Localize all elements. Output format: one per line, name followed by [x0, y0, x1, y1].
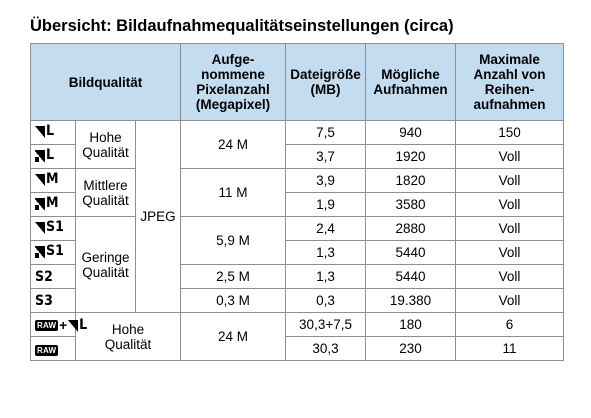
size-cell: 2,4: [286, 217, 366, 241]
quality-table: [30, 43, 564, 361]
header-shots: Mögliche Aufnahmen: [366, 44, 456, 121]
shots-cell: 5440: [366, 265, 456, 289]
burst-cell: 150: [456, 121, 564, 145]
fine-L-icon: L: [31, 121, 76, 145]
normal-M-icon: M: [31, 193, 76, 217]
burst-cell: Voll: [456, 169, 564, 193]
shots-cell: 3580: [366, 193, 456, 217]
shots-cell: 1920: [366, 145, 456, 169]
shots-cell: 5440: [366, 241, 456, 265]
group-raw-high: Hohe Qualität: [76, 313, 181, 361]
header-pixels: Aufge- nommene Pixelanzahl (Megapixel): [181, 44, 286, 121]
burst-cell: Voll: [456, 241, 564, 265]
pixels-5-9: 5,9 M: [181, 217, 286, 265]
size-cell: 1,3: [286, 265, 366, 289]
burst-cell: Voll: [456, 289, 564, 313]
burst-cell: Voll: [456, 145, 564, 169]
table-row: [31, 217, 564, 241]
pixels-raw-24: 24 M: [181, 313, 286, 361]
size-cell: 7,5: [286, 121, 366, 145]
normal-S1-icon: S1: [31, 241, 76, 265]
header-quality: Bildqualität: [31, 44, 181, 121]
shots-cell: 1820: [366, 169, 456, 193]
header-row: [31, 44, 564, 121]
pixels-11: 11 M: [181, 169, 286, 217]
normal-L-icon: L: [31, 145, 76, 169]
burst-cell: 6: [456, 313, 564, 337]
S2-icon: S2: [31, 265, 76, 289]
page-title: Übersicht: Bildaufnahmequalitätseinstellungen (circa): [30, 17, 454, 35]
size-cell: 3,7: [286, 145, 366, 169]
S3-icon: S3: [31, 289, 76, 313]
shots-cell: 2880: [366, 217, 456, 241]
burst-cell: Voll: [456, 217, 564, 241]
fine-M-icon: M: [31, 169, 76, 193]
shots-cell: 19.380: [366, 289, 456, 313]
raw-icon: RAW: [31, 337, 76, 361]
size-cell: 3,9: [286, 169, 366, 193]
pixels-2-5: 2,5 M: [181, 265, 286, 289]
size-cell: 0,3: [286, 289, 366, 313]
pixels-0-3: 0,3 M: [181, 289, 286, 313]
group-high: Hohe Qualität: [76, 121, 136, 169]
fine-S1-icon: S1: [31, 217, 76, 241]
pixels-24: 24 M: [181, 121, 286, 169]
shots-cell: 230: [366, 337, 456, 361]
header-filesize: Dateigröße (MB): [286, 44, 366, 121]
burst-cell: Voll: [456, 265, 564, 289]
burst-cell: 11: [456, 337, 564, 361]
burst-cell: Voll: [456, 193, 564, 217]
size-cell: 1,9: [286, 193, 366, 217]
group-low: Geringe Qualität: [76, 217, 136, 313]
size-cell: 1,3: [286, 241, 366, 265]
table-row: [31, 121, 564, 145]
raw-plus-fine-L-icon: RAW + L: [31, 313, 76, 337]
size-cell: 30,3: [286, 337, 366, 361]
size-cell: 30,3+7,5: [286, 313, 366, 337]
shots-cell: 940: [366, 121, 456, 145]
header-burst: Maximale Anzahl von Reihen- aufnahmen: [456, 44, 564, 121]
group-medium: Mittlere Qualität: [76, 169, 136, 217]
shots-cell: 180: [366, 313, 456, 337]
table-row: [31, 313, 564, 337]
group-jpeg: JPEG: [136, 121, 181, 313]
table-row: [31, 169, 564, 193]
